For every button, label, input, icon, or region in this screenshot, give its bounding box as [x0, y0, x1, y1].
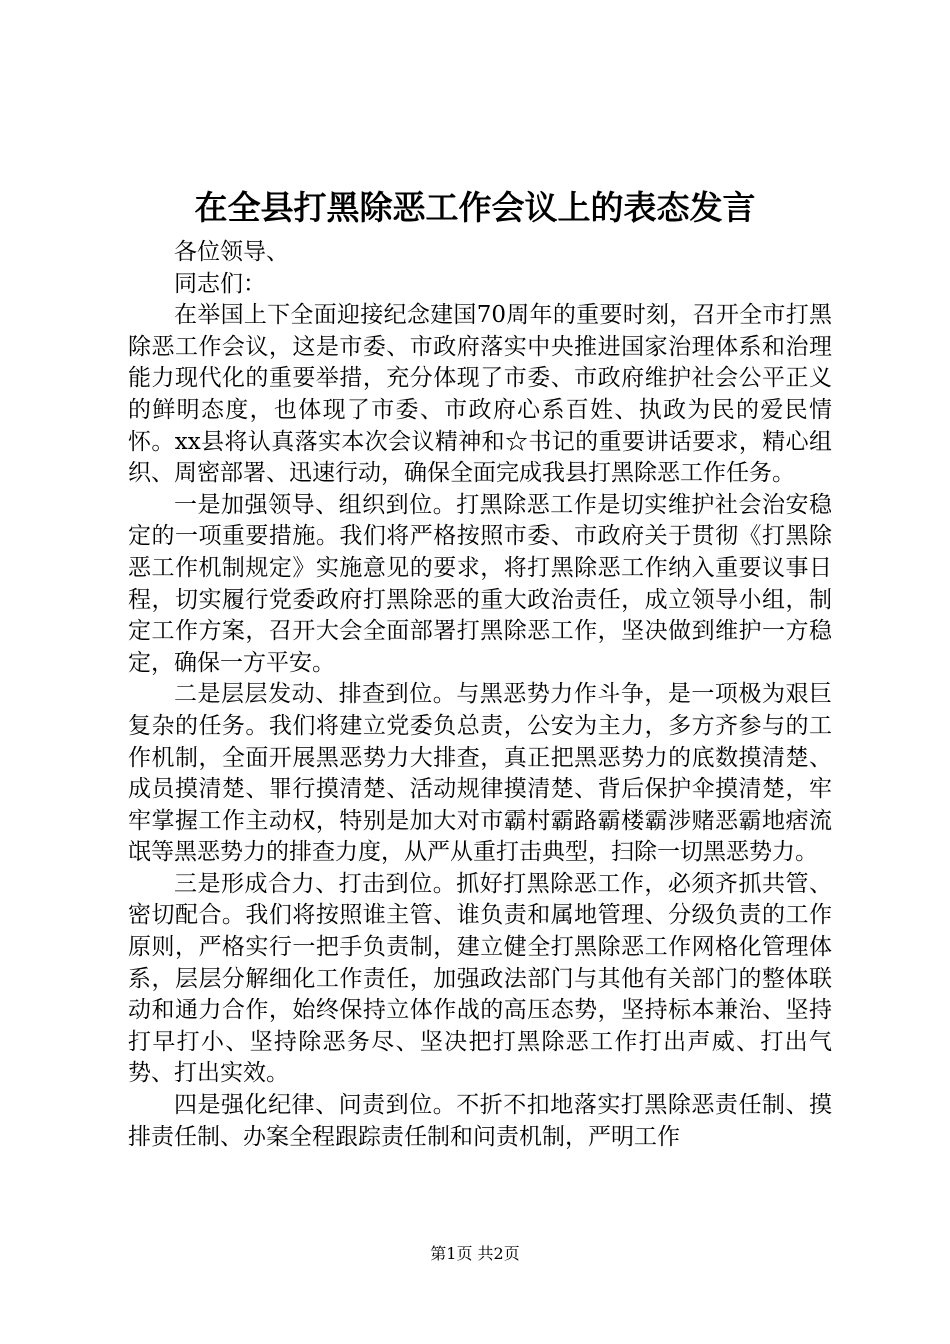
paragraph-point-2: 二是层层发动、排查到位。与黑恶势力作斗争，是一项极为艰巨复杂的任务。我们将建立党委负总责，公安为主力，多方齐参与的工作机制，全面开展黑恶势力大排查，真正把黑恶势力的底数摸清楚、成员摸清楚、罪行摸清楚、活动规律摸清楚、背后保护伞摸清楚，牢牢掌握工作主动权，特别是加大对市霸村霸路霸楼霸涉赌恶霸地痞流氓等黑恶势力的排查力度，从严从重打击典型，扫除一切黑恶势力。: [128, 681, 832, 866]
paragraph-point-3: 三是形成合力、打击到位。抓好打黑除恶工作，必须齐抓共管、密切配合。我们将按照谁主管、谁负责和属地管理、分级负责的工作原则，严格实行一把手负责制，建立健全打黑除恶工作网格化管理体系，层层分解细化工作责任，加强政法部门与其他有关部门的整体联动和通力合作，始终保持立体作战的高压态势，坚持标本兼治、坚持打早打小、坚持除恶务尽、坚决把打黑除恶工作打出声威、打出气势、打出实效。: [128, 870, 832, 1087]
paragraph-point-1: 一是加强领导、组织到位。打黑除恶工作是切实维护社会治安稳定的一项重要措施。我们将严格按照市委、市政府关于贯彻《打黑除恶工作机制规定》实施意见的要求，将打黑除恶工作纳入重要议事日程，切实履行党委政府打黑除恶的重大政治责任，成立领导小组，制定工作方案，召开大会全面部署打黑除恶工作，坚决做到维护一方稳定，确保一方平安。: [128, 491, 832, 676]
page-number-footer: 第1页 共2页: [430, 1244, 520, 1263]
paragraph-point-4: 四是强化纪律、问责到位。不折不扣地落实打黑除恶责任制、摸排责任制、办案全程跟踪责任制和问责机制，严明工作: [128, 1092, 832, 1150]
salutation-comrades: 同志们：: [174, 270, 266, 297]
salutation-leaders: 各位领导、: [174, 239, 289, 265]
document-body: [128, 237, 832, 1153]
document-title: 在全县打黑除恶工作会议上的表态发言: [194, 188, 756, 227]
paragraph-intro: 在举国上下全面迎接纪念建国70周年的重要时刻，召开全市打黑除恶工作会议，这是市委、市政府落实中央推进国家治理体系和治理能力现代化的重要举措，充分体现了市委、市政府维护社会公平正义的鲜明态度，也体现了市委、市政府心系百姓、执政为民的爱民情怀。xx县将认真落实本次会议精神和☆书记的重要讲话要求，精心组织、周密部署、迅速行动，确保全面完成我县打黑除恶工作任务。: [128, 302, 832, 487]
